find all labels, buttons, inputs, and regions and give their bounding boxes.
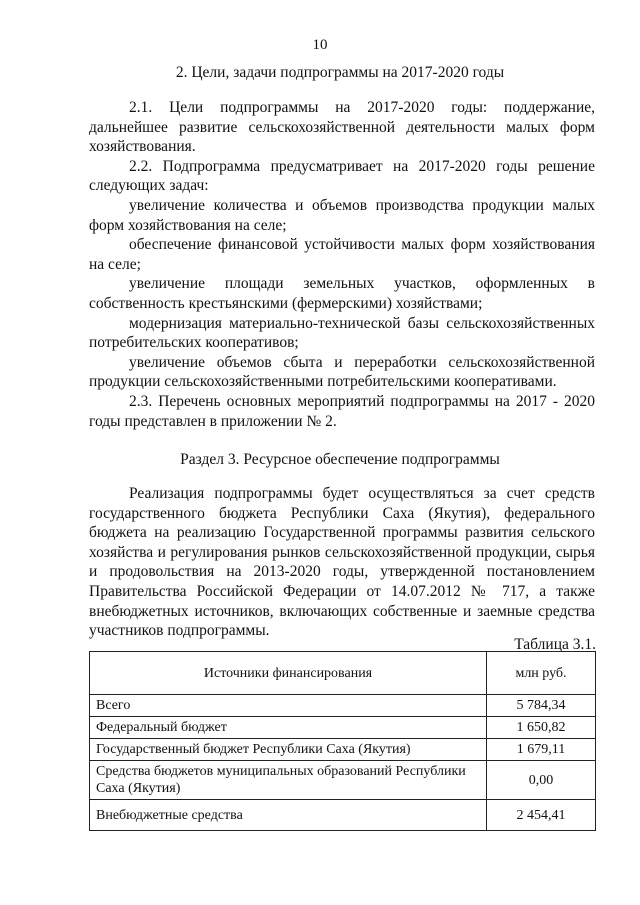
section-2-body	[89, 98, 595, 431]
task-item-3: увеличение площади земельных участков, оформленных в собственность крестьянскими (фермерскими) хозяйствами;	[89, 275, 595, 312]
page-number: 10	[312, 37, 328, 53]
row-value: 0,00	[487, 761, 596, 800]
table-header-row	[90, 652, 596, 695]
section-3-heading: Раздел 3. Ресурсное обеспечение подпрограммы	[180, 451, 500, 468]
task-item-2: обеспечение финансовой устойчивости малых форм хозяйствования на селе;	[89, 236, 595, 273]
row-source: Государственный бюджет Республики Саха (Якутия)	[90, 739, 487, 761]
task-item-5: увеличение объемов сбыта и переработки сельскохозяйственной продукции сельскохозяйственными потребительскими кооперативами.	[89, 353, 595, 391]
task-item-4: модернизация материально-технической базы сельскохозяйственных потребительских кооперативов;	[89, 314, 595, 352]
table-row	[90, 695, 596, 717]
paragraph-2-2: 2.2. Подпрограмма предусматривает на 2017-2020 годы решение следующих задач:	[89, 157, 595, 195]
row-value: 5 784,34	[487, 695, 596, 717]
row-source: Всего	[90, 695, 487, 717]
row-source: Средства бюджетов муниципальных образований Республики Саха (Якутия)	[90, 761, 487, 800]
section-3-body	[89, 484, 595, 641]
table-caption: Таблица 3.1.	[514, 636, 596, 653]
financing-table	[89, 651, 596, 831]
table-row	[90, 761, 596, 800]
row-source: Федеральный бюджет	[90, 717, 487, 739]
header-unit: млн руб.	[487, 652, 596, 695]
paragraph-2-1: 2.1. Цели подпрограммы на 2017-2020 годы: поддержание, дальнейшее развитие сельскохозяйственной деятельности малых форм хозяйствования.	[89, 99, 595, 156]
row-value: 1 679,11	[487, 739, 596, 761]
table-row	[90, 717, 596, 739]
section-2-heading: 2. Цели, задачи подпрограммы на 2017-2020 годы	[175, 64, 505, 81]
paragraph-3: Реализация подпрограммы будет осуществляться за счет средств государственного бюджета Республики Саха (Якутия), федерального бюджета на реализацию Государственной программы развития сельского хозяйства и регулирования рынков сельскохозяйственной продукции, сырья и продовольствия на 2013-2020 годы, утвержденной постановлением Правительства Российской Федерации от 14.07.2012 № 717, а также внебюджетных источников, включающих собственные и заемные средства участников подпрограммы.	[89, 485, 595, 640]
table-row	[90, 739, 596, 761]
row-value: 2 454,41	[487, 800, 596, 831]
task-item-1: увеличение количества и объемов производства продукции малых форм хозяйствования на селе;	[89, 196, 595, 234]
table-row	[90, 800, 596, 831]
row-source: Внебюджетные средства	[90, 800, 487, 831]
paragraph-2-3: 2.3. Перечень основных мероприятий подпрограммы на 2017 - 2020 годы представлен в приложении № 2.	[89, 392, 595, 430]
header-source: Источники финансирования	[90, 652, 487, 695]
row-value: 1 650,82	[487, 717, 596, 739]
